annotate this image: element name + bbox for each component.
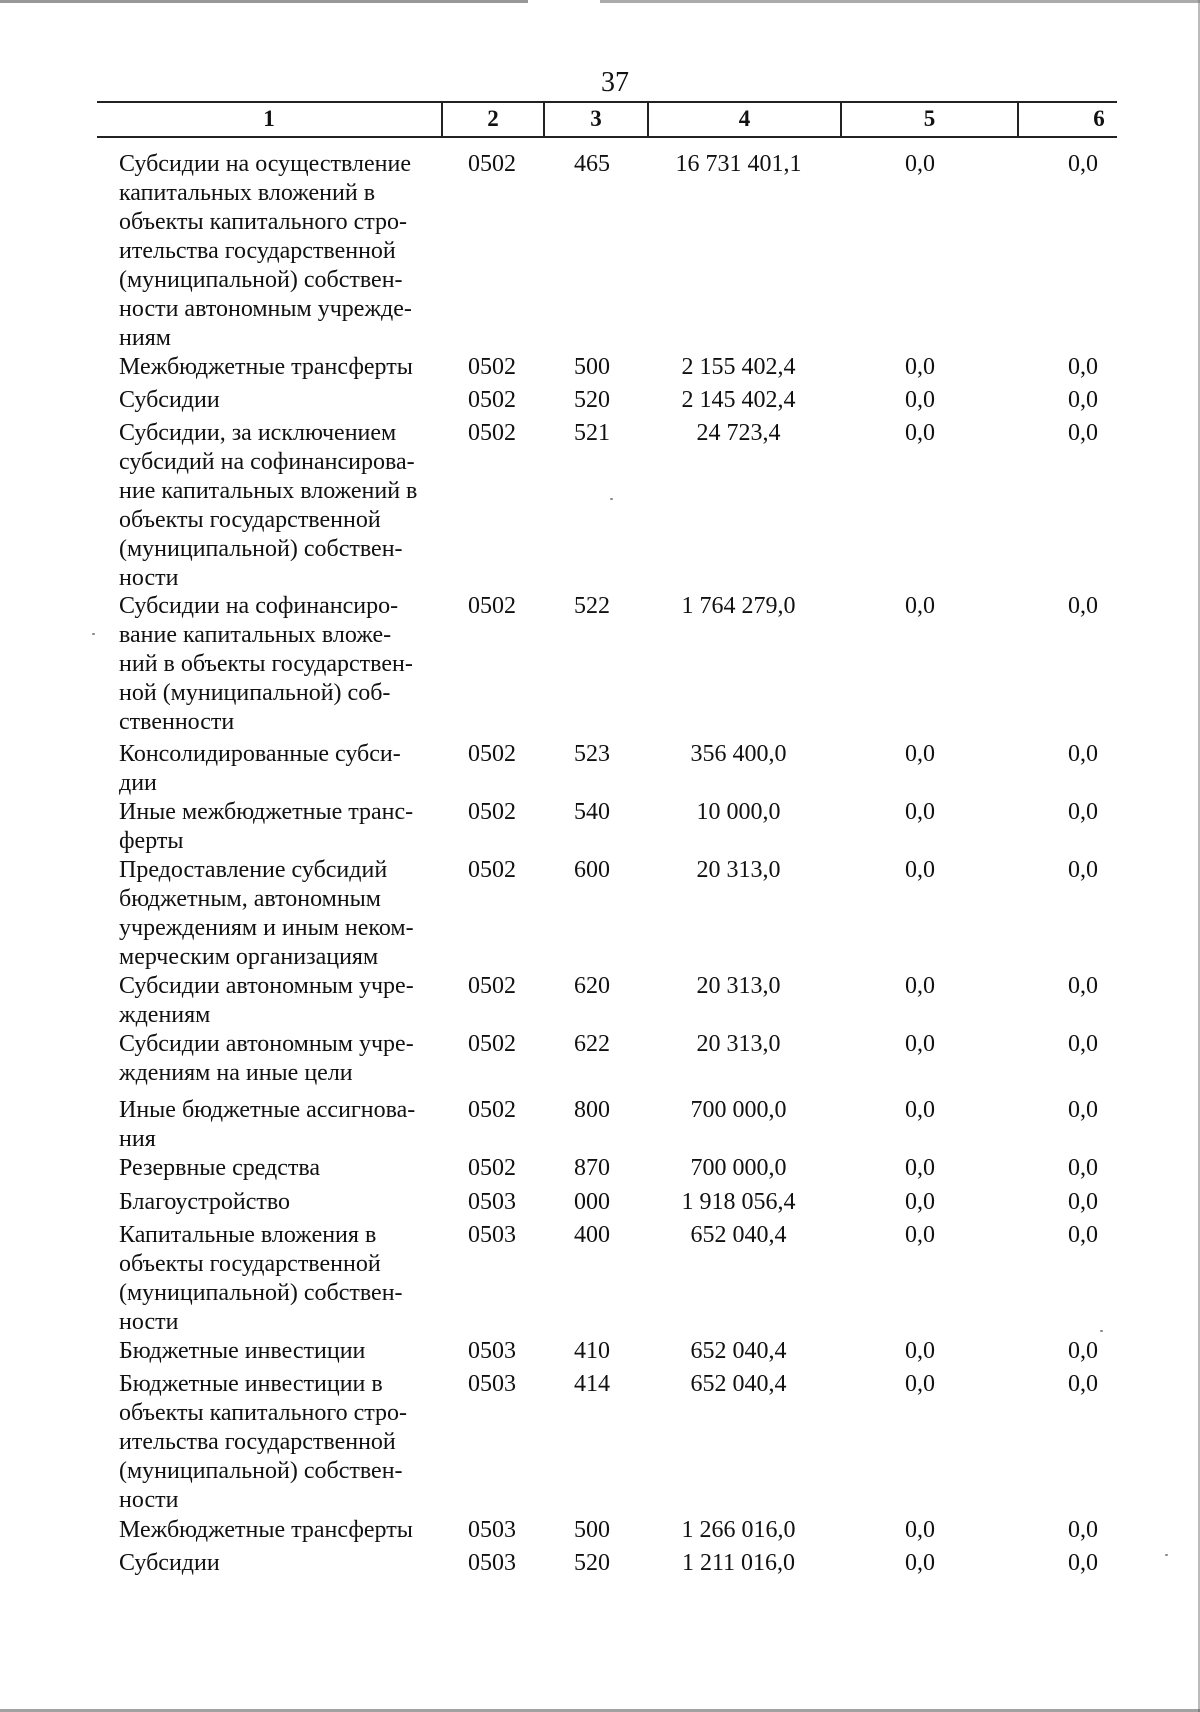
row-name xyxy=(119,592,432,737)
row-col6-value: 0,0 xyxy=(1068,857,1098,883)
row-name-line: ферты xyxy=(119,828,184,854)
column-number-6: 6 xyxy=(1093,106,1105,131)
row-name-line: ждениям xyxy=(119,1002,211,1028)
row-col6-value: 0,0 xyxy=(1068,799,1098,825)
column-number-1: 1 xyxy=(263,106,275,131)
row-name-line: объекты государственной xyxy=(119,507,381,533)
row-name-line: Субсидии автономным учре- xyxy=(119,1031,414,1057)
row-name-line: ственности xyxy=(119,709,235,735)
row-name xyxy=(119,1549,432,1578)
row-section-code: 0503 xyxy=(468,1550,516,1576)
row-section-code: 0502 xyxy=(468,1097,516,1123)
row-name-line: бюджетным, автономным xyxy=(119,886,381,912)
row-section-code: 0502 xyxy=(468,151,516,177)
row-col6-value: 0,0 xyxy=(1068,387,1098,413)
scan-speck xyxy=(92,633,95,635)
row-expense-group: 800 xyxy=(574,1097,610,1123)
row-col5-value: 0,0 xyxy=(905,151,935,177)
row-section-code: 0503 xyxy=(468,1189,516,1215)
row-amount: 24 723,4 xyxy=(696,420,781,446)
row-expense-group: 620 xyxy=(574,973,610,999)
row-name-line: Резервные средства xyxy=(119,1155,321,1181)
row-amount: 356 400,0 xyxy=(690,741,787,767)
row-name xyxy=(119,353,432,382)
row-expense-group: 465 xyxy=(574,151,610,177)
row-name-line: ности xyxy=(119,1309,179,1335)
row-col6-value: 0,0 xyxy=(1068,973,1098,999)
row-expense-group: 000 xyxy=(574,1189,610,1215)
row-col5-value: 0,0 xyxy=(905,799,935,825)
row-name-line: ния xyxy=(119,1126,156,1152)
header-top-rule xyxy=(97,101,1117,103)
row-col6-value: 0,0 xyxy=(1068,741,1098,767)
row-section-code: 0502 xyxy=(468,1031,516,1057)
row-name-line: мерческим организациям xyxy=(119,944,379,970)
row-name-line: объекты государственной xyxy=(119,1251,381,1277)
row-name-line: капитальных вложений в xyxy=(119,180,376,206)
row-section-code: 0502 xyxy=(468,420,516,446)
column-number-3: 3 xyxy=(590,106,602,131)
column-number-2: 2 xyxy=(487,106,499,131)
scan-speck xyxy=(1100,1330,1103,1332)
row-amount: 1 918 056,4 xyxy=(681,1189,796,1215)
row-col5-value: 0,0 xyxy=(905,1222,935,1248)
row-expense-group: 523 xyxy=(574,741,610,767)
row-col5-value: 0,0 xyxy=(905,973,935,999)
row-name-line: дии xyxy=(119,770,157,796)
row-name xyxy=(119,1188,432,1217)
row-amount: 20 313,0 xyxy=(696,1031,781,1057)
column-number-4: 4 xyxy=(738,106,751,131)
row-name-line: Субсидии, за исключением xyxy=(119,420,397,446)
row-name xyxy=(119,740,432,798)
column-number-5: 5 xyxy=(923,106,936,131)
row-col5-value: 0,0 xyxy=(905,741,935,767)
scan-speck xyxy=(1165,1554,1168,1556)
row-expense-group: 540 xyxy=(574,799,610,825)
row-name-line: Межбюджетные трансферты xyxy=(119,354,413,380)
row-name-line: Субсидии на осуществление xyxy=(119,151,411,177)
row-name-line: ности xyxy=(119,565,179,591)
row-name-line: Консолидированные субси- xyxy=(119,741,401,767)
row-col5-value: 0,0 xyxy=(905,1031,935,1057)
row-name-line: Субсидии автономным учре- xyxy=(119,973,414,999)
row-col6-value: 0,0 xyxy=(1068,1222,1098,1248)
row-name-line: Иные бюджетные ассигнова- xyxy=(119,1097,416,1123)
row-name xyxy=(119,1030,432,1088)
row-name-line: Благоустройство xyxy=(119,1189,291,1215)
row-expense-group: 520 xyxy=(574,1550,610,1576)
row-name-line: Капитальные вложения в xyxy=(119,1222,377,1248)
row-amount: 1 266 016,0 xyxy=(681,1517,796,1543)
row-col6-value: 0,0 xyxy=(1068,354,1098,380)
row-name-line: Бюджетные инвестиции в xyxy=(119,1371,383,1397)
row-section-code: 0503 xyxy=(468,1371,516,1397)
header-bottom-rule xyxy=(97,136,1117,138)
row-expense-group: 500 xyxy=(574,1517,610,1543)
row-expense-group: 400 xyxy=(574,1222,610,1248)
row-amount: 16 731 401,1 xyxy=(675,151,802,177)
row-col5-value: 0,0 xyxy=(905,354,935,380)
scan-edge-top xyxy=(0,0,1200,3)
row-col5-value: 0,0 xyxy=(905,857,935,883)
row-section-code: 0502 xyxy=(468,973,516,999)
row-name xyxy=(119,1154,432,1183)
row-name-line: ние капитальных вложений в xyxy=(119,478,418,504)
row-expense-group: 521 xyxy=(574,420,610,446)
row-name-line: ности xyxy=(119,1487,179,1513)
row-amount: 1 211 016,0 xyxy=(681,1550,796,1576)
row-col6-value: 0,0 xyxy=(1068,420,1098,446)
row-col6-value: 0,0 xyxy=(1068,1550,1098,1576)
row-name-line: Субсидии xyxy=(119,1550,220,1576)
page-number: 37 xyxy=(601,67,629,98)
row-name-line: (муниципальной) собствен- xyxy=(119,1458,403,1484)
row-amount: 652 040,4 xyxy=(690,1222,787,1248)
row-amount: 700 000,0 xyxy=(690,1097,787,1123)
row-name-line: (муниципальной) собствен- xyxy=(119,1280,403,1306)
row-col5-value: 0,0 xyxy=(905,1371,935,1397)
row-col5-value: 0,0 xyxy=(905,593,935,619)
row-name-line: вание капитальных вложе- xyxy=(119,622,392,648)
row-col6-value: 0,0 xyxy=(1068,151,1098,177)
row-col5-value: 0,0 xyxy=(905,1338,935,1364)
row-name xyxy=(119,1096,432,1154)
row-col5-value: 0,0 xyxy=(905,1550,935,1576)
row-name-line: ний в объекты государствен- xyxy=(119,651,413,677)
row-col5-value: 0,0 xyxy=(905,387,935,413)
row-name-line: (муниципальной) собствен- xyxy=(119,536,403,562)
row-name-line: Иные межбюджетные транс- xyxy=(119,799,414,825)
row-name xyxy=(119,856,432,972)
row-name-line: учреждениям и иным неком- xyxy=(119,915,414,941)
row-col5-value: 0,0 xyxy=(905,1155,935,1181)
row-amount: 20 313,0 xyxy=(696,973,781,999)
row-name xyxy=(119,1221,432,1337)
row-name-line: ительства государственной xyxy=(119,238,396,264)
row-name-line: (муниципальной) собствен- xyxy=(119,267,403,293)
row-col6-value: 0,0 xyxy=(1068,1189,1098,1215)
row-section-code: 0503 xyxy=(468,1338,516,1364)
row-name xyxy=(119,419,432,593)
row-expense-group: 622 xyxy=(574,1031,610,1057)
row-name-line: Межбюджетные трансферты xyxy=(119,1517,413,1543)
row-name-line: ительства государственной xyxy=(119,1429,396,1455)
row-amount: 10 000,0 xyxy=(696,799,781,825)
row-name-line: субсидий на софинансирова- xyxy=(119,449,415,475)
row-amount: 20 313,0 xyxy=(696,857,781,883)
row-name xyxy=(119,798,432,856)
row-col5-value: 0,0 xyxy=(905,1097,935,1123)
row-name-line: ждениям на иные цели xyxy=(119,1060,353,1086)
scan-speck xyxy=(610,498,613,500)
row-expense-group: 414 xyxy=(574,1371,610,1397)
row-amount: 700 000,0 xyxy=(690,1155,787,1181)
row-name-line: ниям xyxy=(119,325,171,351)
row-name xyxy=(119,1516,432,1545)
row-col6-value: 0,0 xyxy=(1068,1097,1098,1123)
row-name xyxy=(119,1337,432,1366)
row-expense-group: 600 xyxy=(574,857,610,883)
row-col6-value: 0,0 xyxy=(1068,593,1098,619)
row-section-code: 0503 xyxy=(468,1222,516,1248)
row-name-line: Предоставление субсидий xyxy=(119,857,388,883)
row-name xyxy=(119,386,432,415)
row-section-code: 0502 xyxy=(468,1155,516,1181)
row-col5-value: 0,0 xyxy=(905,420,935,446)
row-amount: 2 145 402,4 xyxy=(681,387,796,413)
row-name xyxy=(119,972,432,1030)
row-expense-group: 522 xyxy=(574,593,610,619)
row-col6-value: 0,0 xyxy=(1068,1155,1098,1181)
row-col6-value: 0,0 xyxy=(1068,1338,1098,1364)
row-col6-value: 0,0 xyxy=(1068,1031,1098,1057)
row-amount: 652 040,4 xyxy=(690,1338,787,1364)
row-expense-group: 870 xyxy=(574,1155,610,1181)
row-name-line: Субсидии xyxy=(119,387,220,413)
row-section-code: 0502 xyxy=(468,593,516,619)
row-section-code: 0502 xyxy=(468,799,516,825)
row-amount: 652 040,4 xyxy=(690,1371,787,1397)
row-name xyxy=(119,150,432,353)
row-name-line: объекты капитального стро- xyxy=(119,1400,408,1426)
row-expense-group: 520 xyxy=(574,387,610,413)
row-col5-value: 0,0 xyxy=(905,1517,935,1543)
row-expense-group: 500 xyxy=(574,354,610,380)
row-amount: 1 764 279,0 xyxy=(681,593,796,619)
row-section-code: 0502 xyxy=(468,857,516,883)
row-name-line: ности автономным учрежде- xyxy=(119,296,412,322)
row-name-line: объекты капитального стро- xyxy=(119,209,408,235)
row-expense-group: 410 xyxy=(574,1338,610,1364)
row-col6-value: 0,0 xyxy=(1068,1371,1098,1397)
row-section-code: 0502 xyxy=(468,354,516,380)
row-name-line: Бюджетные инвестиции xyxy=(119,1338,366,1364)
row-section-code: 0502 xyxy=(468,387,516,413)
row-amount: 2 155 402,4 xyxy=(681,354,796,380)
row-name xyxy=(119,1370,432,1515)
row-col5-value: 0,0 xyxy=(905,1189,935,1215)
row-col6-value: 0,0 xyxy=(1068,1517,1098,1543)
row-section-code: 0503 xyxy=(468,1517,516,1543)
row-name-line: Субсидии на софинансиро- xyxy=(119,593,399,619)
row-section-code: 0502 xyxy=(468,741,516,767)
row-name-line: ной (муниципальной) соб- xyxy=(119,680,391,706)
